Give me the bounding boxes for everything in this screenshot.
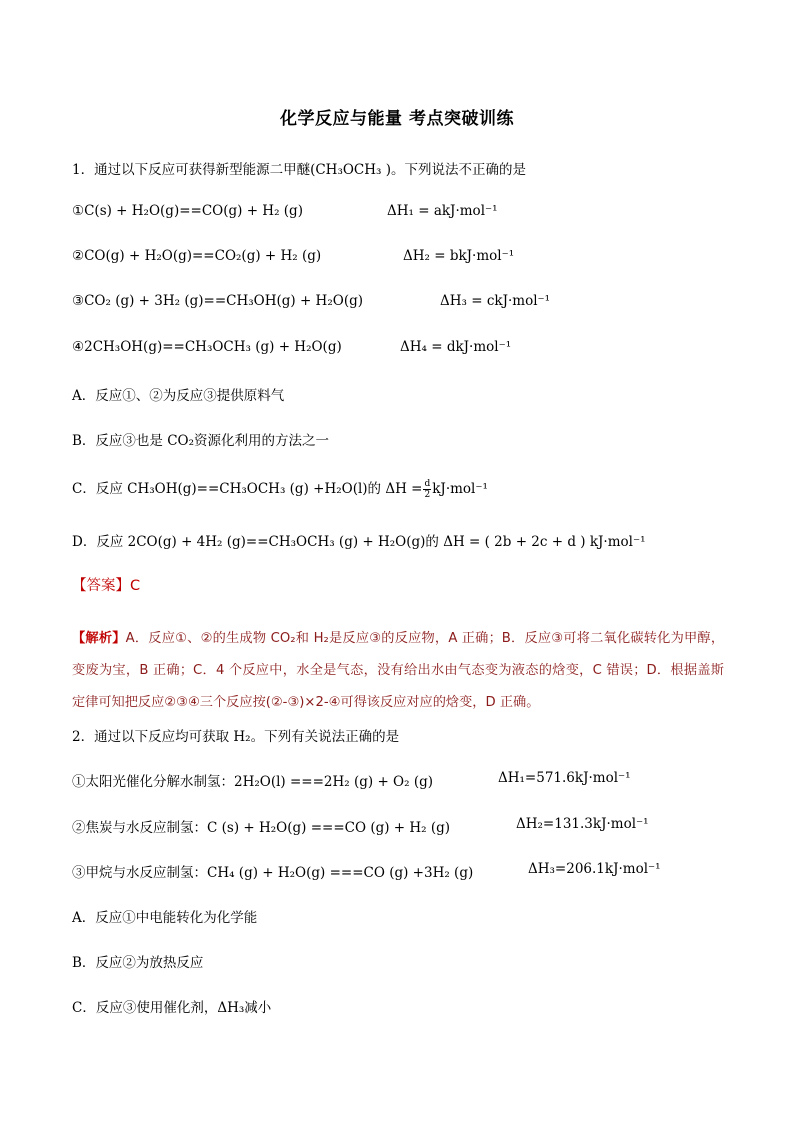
q2-stem: 2．通过以下反应均可获取 H₂。下列有关说法正确的是: [72, 729, 400, 745]
analysis-label: 【解析】: [72, 631, 126, 646]
q1-reaction-3: ③CO₂ (g) + 3H₂ (g)==CH₃OH(g) + H₂O(g): [72, 293, 363, 309]
q1-analysis: [72, 623, 724, 719]
q1-reaction-1: ①C(s) + H₂O(g)==CO(g) + H₂ (g): [72, 203, 303, 219]
q1-reaction-2: ②CO(g) + H₂O(g)==CO₂(g) + H₂ (g): [72, 248, 322, 264]
analysis-text: A．反应①、②的生成物 CO₂和 H₂是反应③的反应物，A 正确；B．反应③可将二氧化碳转化为甲醇，变废为宝，B 正确；C．4 个反应中，水全是气态，没有给出水由气态变为液态的焓变，C 错误；D．根据盖斯定律可知把反应②③④三个反应按(②-③)×2-④可得该反应对应的焓变，D 正确。: [72, 631, 725, 710]
q1-reaction-4-enthalpy: ΔH₄ = dkJ·mol⁻¹: [400, 339, 512, 355]
q2-option-c: C．反应③使用催化剂，ΔH₃减小: [72, 1000, 272, 1016]
q2-option-b: B．反应②为放热反应: [72, 955, 204, 971]
q2-option-a: A．反应①中电能转化为化学能: [72, 910, 258, 926]
q1-answer: 【答案】C: [72, 578, 141, 594]
q1-reaction-1-enthalpy: ΔH₁ = akJ·mol⁻¹: [387, 203, 498, 219]
q1-option-c-unit: kJ·mol⁻¹: [432, 481, 488, 497]
q1-option-d: D．反应 2CO(g) + 4H₂ (g)==CH₃OCH₃ (g) + H₂O(g)的 ΔH = ( 2b + 2c + d ) kJ·mol⁻¹: [72, 534, 646, 550]
q1-reaction-2-enthalpy: ΔH₂ = bkJ·mol⁻¹: [403, 248, 515, 264]
page-title: 化学反应与能量 考点突破训练: [280, 109, 514, 129]
q1-reaction-4: ④2CH₃OH(g)==CH₃OCH₃ (g) + H₂O(g): [72, 339, 342, 355]
q1-option-b: B．反应③也是 CO₂资源化利用的方法之一: [72, 433, 330, 449]
q2-reaction-2-enthalpy: ΔH₂=131.3kJ·mol⁻¹: [516, 816, 649, 832]
q1-option-c-fraction: [423, 479, 431, 500]
q2-reaction-2: ②焦炭与水反应制氢：C (s) + H₂O(g) ===CO (g) + H₂ (g): [72, 820, 451, 836]
q2-reaction-3: ③甲烷与水反应制氢：CH₄ (g) + H₂O(g) ===CO (g) +3H₂ (g): [72, 865, 474, 881]
q1-reaction-3-enthalpy: ΔH₃ = ckJ·mol⁻¹: [440, 293, 551, 309]
q1-option-c: [72, 477, 488, 500]
q1-stem: 1．通过以下反应可获得新型能源二甲醚(CH₃OCH₃ )。下列说法不正确的是: [72, 162, 527, 178]
fraction-denominator: 2: [424, 490, 431, 500]
q2-reaction-1: ①太阳光催化分解水制氢：2H₂O(l) ===2H₂ (g) + O₂ (g): [72, 774, 433, 790]
fraction-numerator: d: [424, 479, 431, 489]
q2-reaction-1-enthalpy: ΔH₁=571.6kJ·mol⁻¹: [498, 770, 631, 786]
q1-option-c-text: C．反应 CH₃OH(g)==CH₃OCH₃ (g) +H₂O(l)的 ΔH =: [72, 481, 423, 497]
q1-option-a: A．反应①、②为反应③提供原料气: [72, 388, 285, 404]
q2-reaction-3-enthalpy: ΔH₃=206.1kJ·mol⁻¹: [528, 861, 661, 877]
